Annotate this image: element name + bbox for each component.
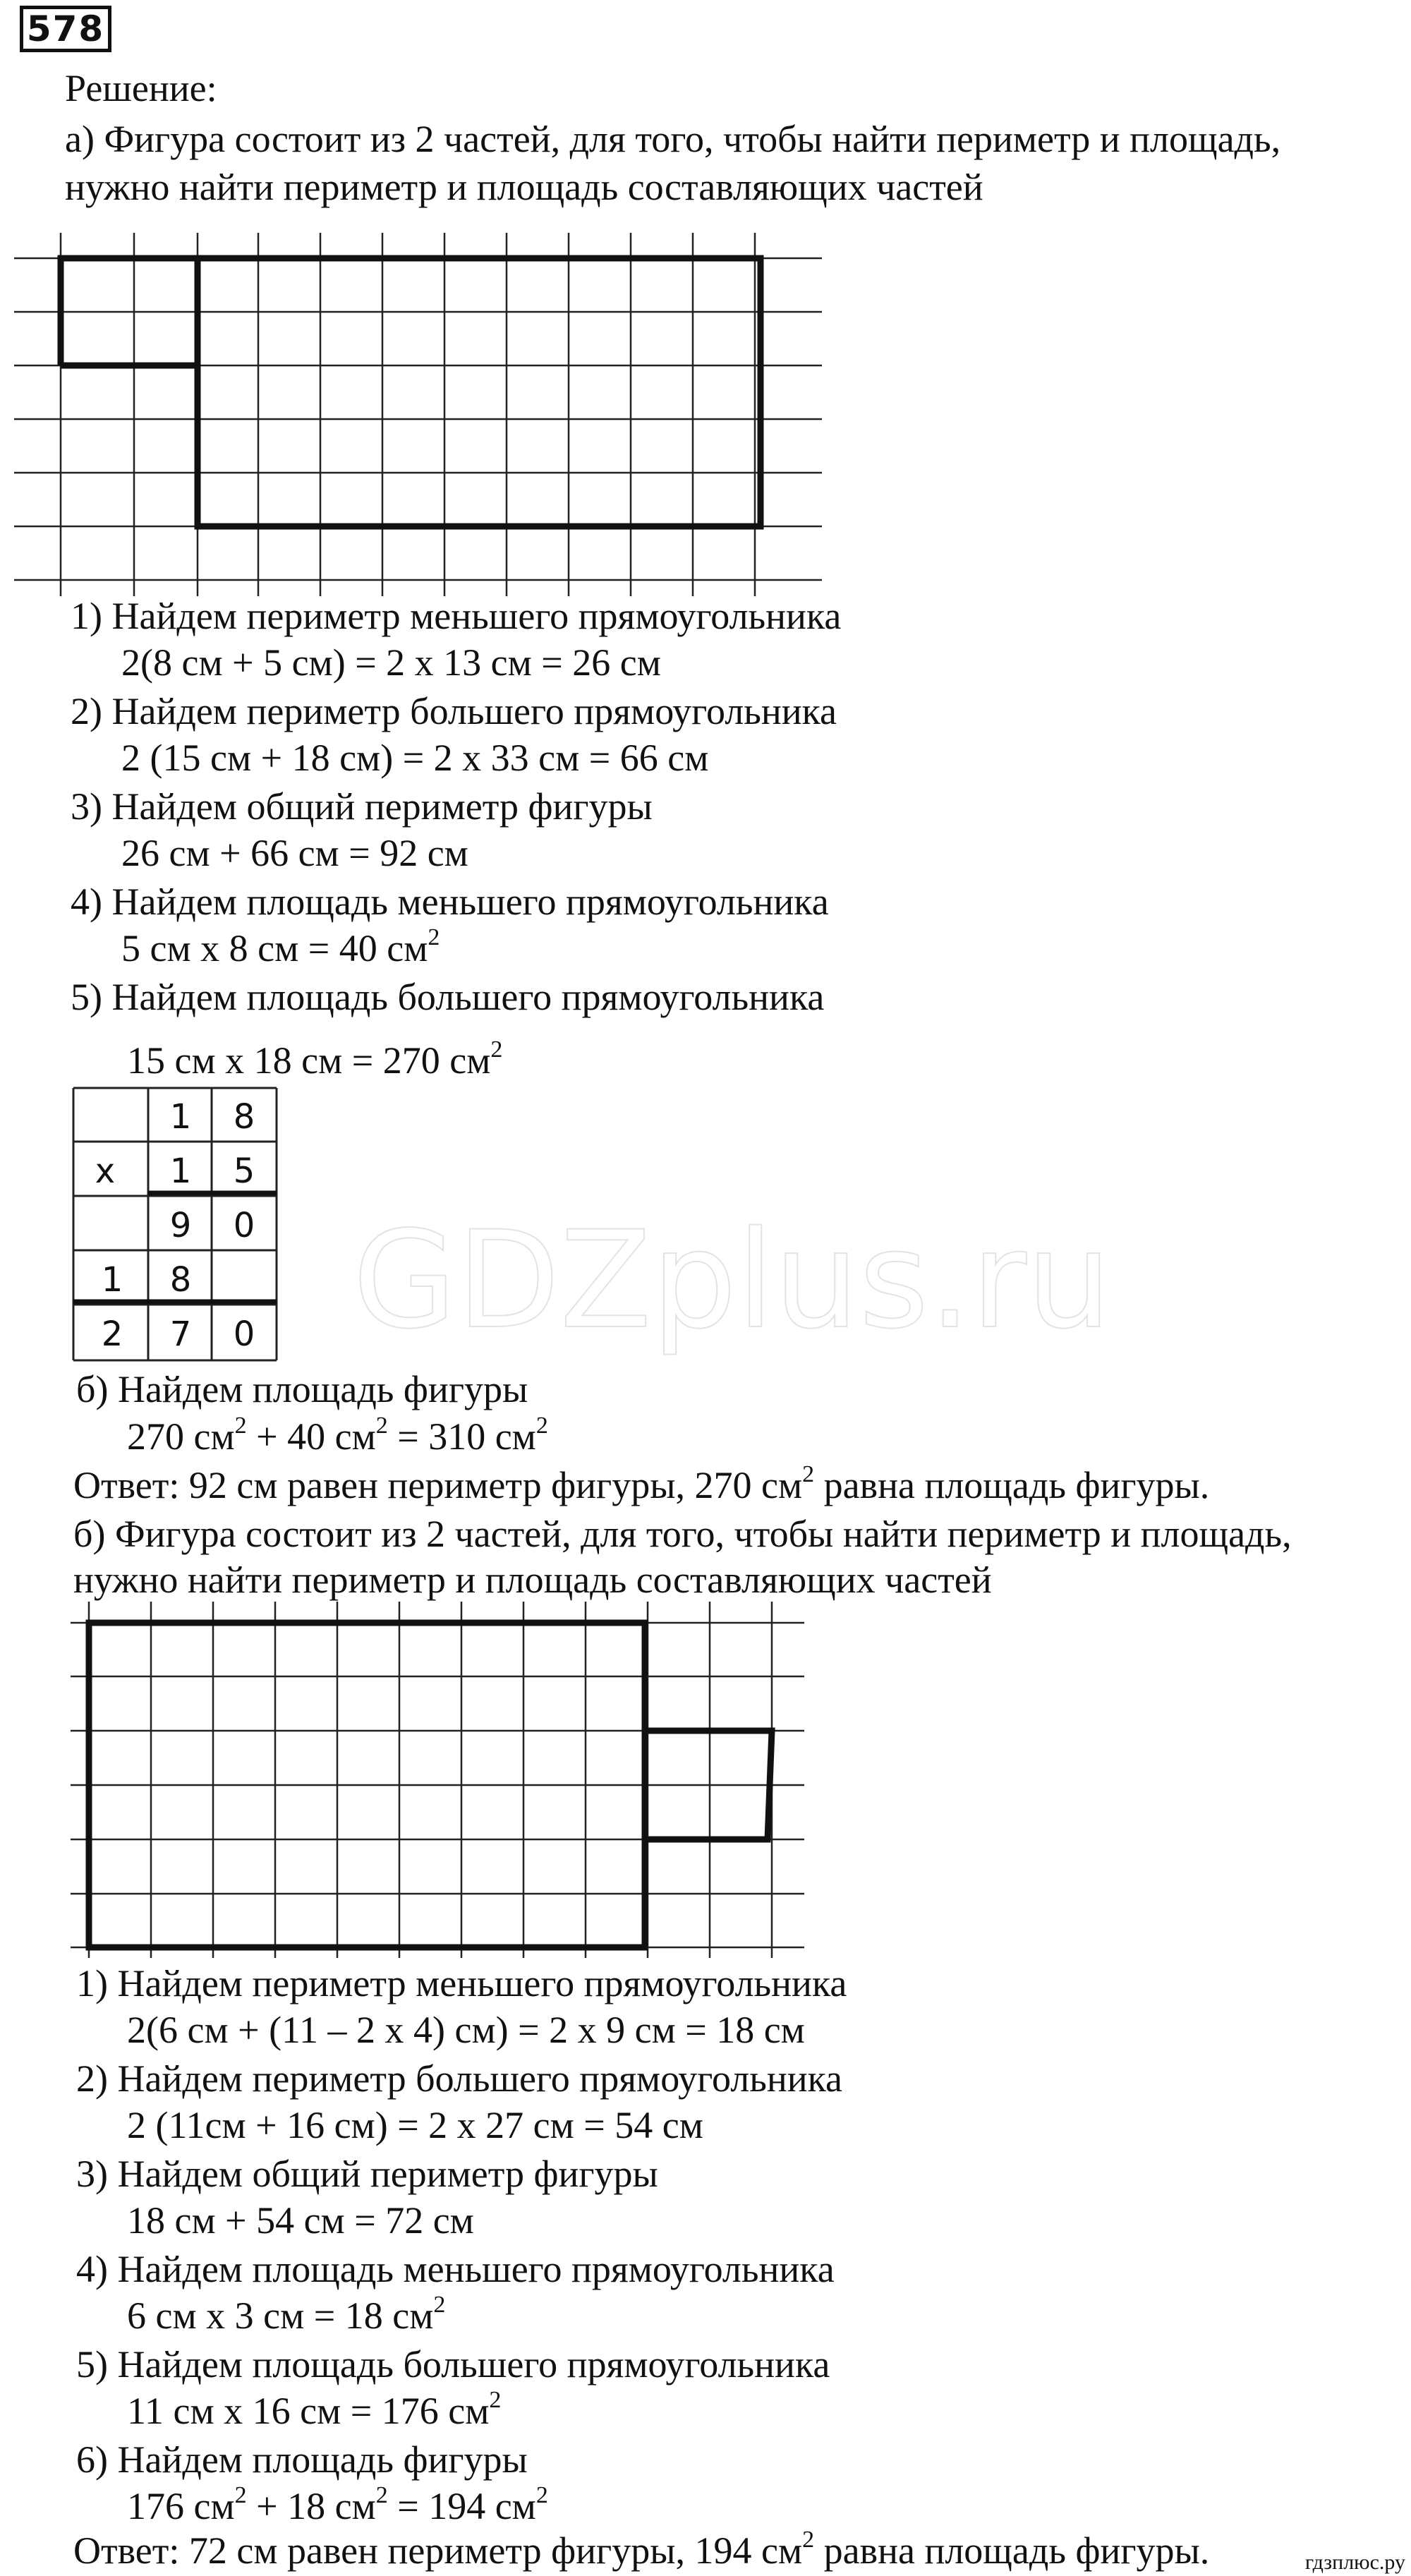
part-a-intro-line2: нужно найти периметр и площадь составляющих частей [65, 166, 983, 208]
a-step4-title: 4) Найдем площадь меньшего прямоугольника [71, 881, 829, 923]
watermark: GDZplus.ru [353, 1202, 1112, 1358]
mult-cell: 2 [101, 1314, 123, 1354]
mult-cell: 1 [169, 1097, 192, 1137]
b-step4-calc: 6 см х 3 см = 18 $см^2$ [127, 2292, 446, 2337]
b-step1-calc: 2(6 см + (11 – 2 х 4) см) = 2 х 9 см = 18 см [127, 2009, 805, 2051]
mult-cell: 8 [169, 1260, 192, 1300]
mult-cell: 0 [233, 1314, 255, 1354]
a-step6-title: б) Найдем площадь фигуры [76, 1368, 528, 1410]
b-step2-title: 2) Найдем периметр большего прямоугольника [76, 2057, 843, 2100]
b-step6-title: 6) Найдем площадь фигуры [76, 2438, 528, 2481]
solution-label: Решение: [65, 67, 217, 109]
a-step3-title: 3) Найдем общий периметр фигуры [71, 785, 653, 828]
mult-cell: 1 [169, 1151, 192, 1191]
mult-cell: 0 [233, 1206, 255, 1245]
b-step6-calc: 176 $см^2 + 18$ $см^2 = 194$ $см^2$ [127, 2482, 548, 2527]
b-answer: Ответ: 72 см равен периметр фигуры, 194 $см^2$ равна площадь фигуры. [73, 2527, 1210, 2572]
footer-site: гдзплюс.ру [1304, 2551, 1405, 2574]
a-step3-calc: 26 см + 66 см = 92 см [121, 832, 468, 874]
problem-number: 578 [20, 6, 111, 52]
mult-cell: x [95, 1151, 116, 1191]
b-step3-calc: 18 см + 54 см = 72 см [127, 2199, 474, 2242]
a-step5-title: 5) Найдем площадь большего прямоугольника [71, 976, 825, 1018]
mult-cell: 9 [169, 1206, 192, 1245]
mult-cell: 7 [169, 1314, 192, 1354]
b-step5-title: 5) Найдем площадь большего прямоугольника [76, 2343, 830, 2385]
b-step3-title: 3) Найдем общий периметр фигуры [76, 2153, 658, 2195]
a-answer: Ответ: 92 см равен периметр фигуры, 270 $см^2$ равна площадь фигуры. [73, 1461, 1210, 1506]
a-step6-calc: 270 $см^2 + 40$ $см^2 = 310$ $см^2$ [127, 1413, 548, 1458]
figure-a-grid [0, 233, 832, 600]
a-step5-calc: 15 см х 18 см = 270 $см^2$ [127, 1036, 503, 1082]
part-b-intro-line1: б) Фигура состоит из 2 частей, для того, чтобы найти периметр и площадь, [73, 1513, 1292, 1555]
part-a-intro-line1: а) Фигура состоит из 2 частей, для того, чтобы найти периметр и площадь, [65, 118, 1281, 160]
part-b-intro-line2: нужно найти периметр и площадь составляющих частей [73, 1559, 992, 1601]
a-step1-title: 1) Найдем периметр меньшего прямоугольника [71, 595, 842, 637]
a-step4-calc: 5 см х 8 см = 40 $см^2$ [121, 924, 440, 969]
figure-b-grid [0, 1602, 818, 1969]
b-step4-title: 4) Найдем площадь меньшего прямоугольника [76, 2248, 835, 2290]
mult-cell: 5 [233, 1151, 255, 1191]
a-step2-title: 2) Найдем периметр большего прямоугольника [71, 690, 837, 732]
a-step1-calc: 2(8 см + 5 см) = 2 х 13 см = 26 см [121, 641, 661, 684]
mult-cell: 8 [233, 1097, 255, 1137]
b-step5-calc: 11 см х 16 см = 176 $см^2$ [127, 2387, 502, 2432]
b-step1-title: 1) Найдем периметр меньшего прямоугольника [76, 1962, 847, 2004]
mult-cell: 1 [101, 1260, 123, 1300]
a-step2-calc: 2 (15 см + 18 см) = 2 х 33 см = 66 см [121, 737, 709, 779]
b-step2-calc: 2 (11см + 16 см) = 2 х 27 см = 54 см [127, 2104, 703, 2146]
